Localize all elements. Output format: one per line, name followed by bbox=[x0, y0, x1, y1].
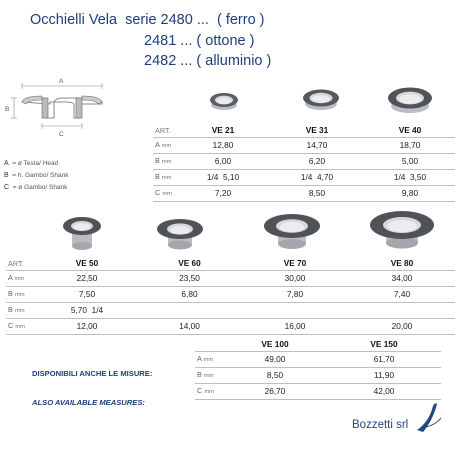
eyelet-ve21-image bbox=[209, 90, 239, 112]
header-ve150: VE 150 bbox=[327, 338, 441, 352]
header-ve100: VE 100 bbox=[223, 338, 327, 352]
eyelet-ve80-image bbox=[368, 206, 436, 252]
legend-b: B = h. Gambo/ Shank bbox=[4, 172, 69, 179]
table-row: B mm 5,70 1/4 bbox=[6, 303, 455, 319]
table-row: A mm 49,00 61,70 bbox=[195, 352, 441, 368]
eyelet-ve50-image bbox=[62, 212, 102, 252]
table-row: C mm 7,20 8,50 9,80 bbox=[153, 186, 455, 202]
table-header-row bbox=[195, 338, 441, 352]
table-row: A mm 22,50 23,50 30,00 34,00 bbox=[6, 271, 455, 287]
eyelet-ve40-image bbox=[387, 85, 433, 115]
table-row: B mm 8,50 11,90 bbox=[195, 368, 441, 384]
eyelet-ve70-image bbox=[262, 209, 322, 251]
table-row: B mm 1/4 5,10 1/4 4,70 1/4 3,50 bbox=[153, 170, 455, 186]
header-ve21: VE 21 bbox=[177, 124, 269, 138]
title-line-3: 2482 ... ( alluminio ) bbox=[144, 53, 272, 69]
eyelet-cross-section-diagram bbox=[4, 74, 114, 144]
available-it: DISPONIBILI ANCHE LE MISURE: bbox=[32, 369, 153, 378]
header-ve40: VE 40 bbox=[365, 124, 455, 138]
table-header-row bbox=[153, 124, 455, 138]
header-ve50: VE 50 bbox=[36, 257, 138, 271]
spec-table-ve50-ve80 bbox=[6, 257, 455, 335]
header-ve60: VE 60 bbox=[138, 257, 241, 271]
brand-swoosh-icon bbox=[415, 400, 445, 436]
dimension-label-b: B bbox=[5, 106, 10, 113]
title-line-2: 2481 ... ( ottone ) bbox=[144, 33, 255, 49]
dimension-label-a: A bbox=[59, 78, 64, 85]
table-row: B mm 7,50 6,80 7,80 7,40 bbox=[6, 287, 455, 303]
legend-a: A = ø Testa/ Head bbox=[4, 160, 59, 167]
art-label: ART. bbox=[6, 257, 36, 271]
available-en: ALSO AVAILABLE MEASURES: bbox=[32, 397, 145, 407]
header-ve31: VE 31 bbox=[269, 124, 365, 138]
art-label: ART. bbox=[153, 124, 177, 138]
legend-c: C = ø Gambo/ Shank bbox=[4, 184, 68, 191]
header-ve70: VE 70 bbox=[241, 257, 349, 271]
brand-logo-text: Bozzetti srl bbox=[352, 419, 409, 431]
dimension-label-c: C bbox=[59, 131, 64, 138]
spec-table-ve21-ve40 bbox=[153, 124, 455, 202]
table-header-row bbox=[6, 257, 455, 271]
eyelet-ve60-image bbox=[155, 215, 205, 251]
table-row: A mm 12,80 14,70 18,70 bbox=[153, 138, 455, 154]
header-ve80: VE 80 bbox=[349, 257, 455, 271]
title-line-1: Occhielli Vela serie 2480 ... ( ferro ) bbox=[30, 12, 265, 28]
spec-table-ve100-ve150 bbox=[195, 338, 441, 400]
table-row: C mm 26,70 42,00 bbox=[195, 384, 441, 400]
eyelet-ve31-image bbox=[302, 87, 340, 112]
table-row: C mm 12,00 14,00 16,00 20,00 bbox=[6, 319, 455, 335]
also-available-note bbox=[32, 350, 152, 417]
table-row: B mm 6,00 6,20 5,00 bbox=[153, 154, 455, 170]
